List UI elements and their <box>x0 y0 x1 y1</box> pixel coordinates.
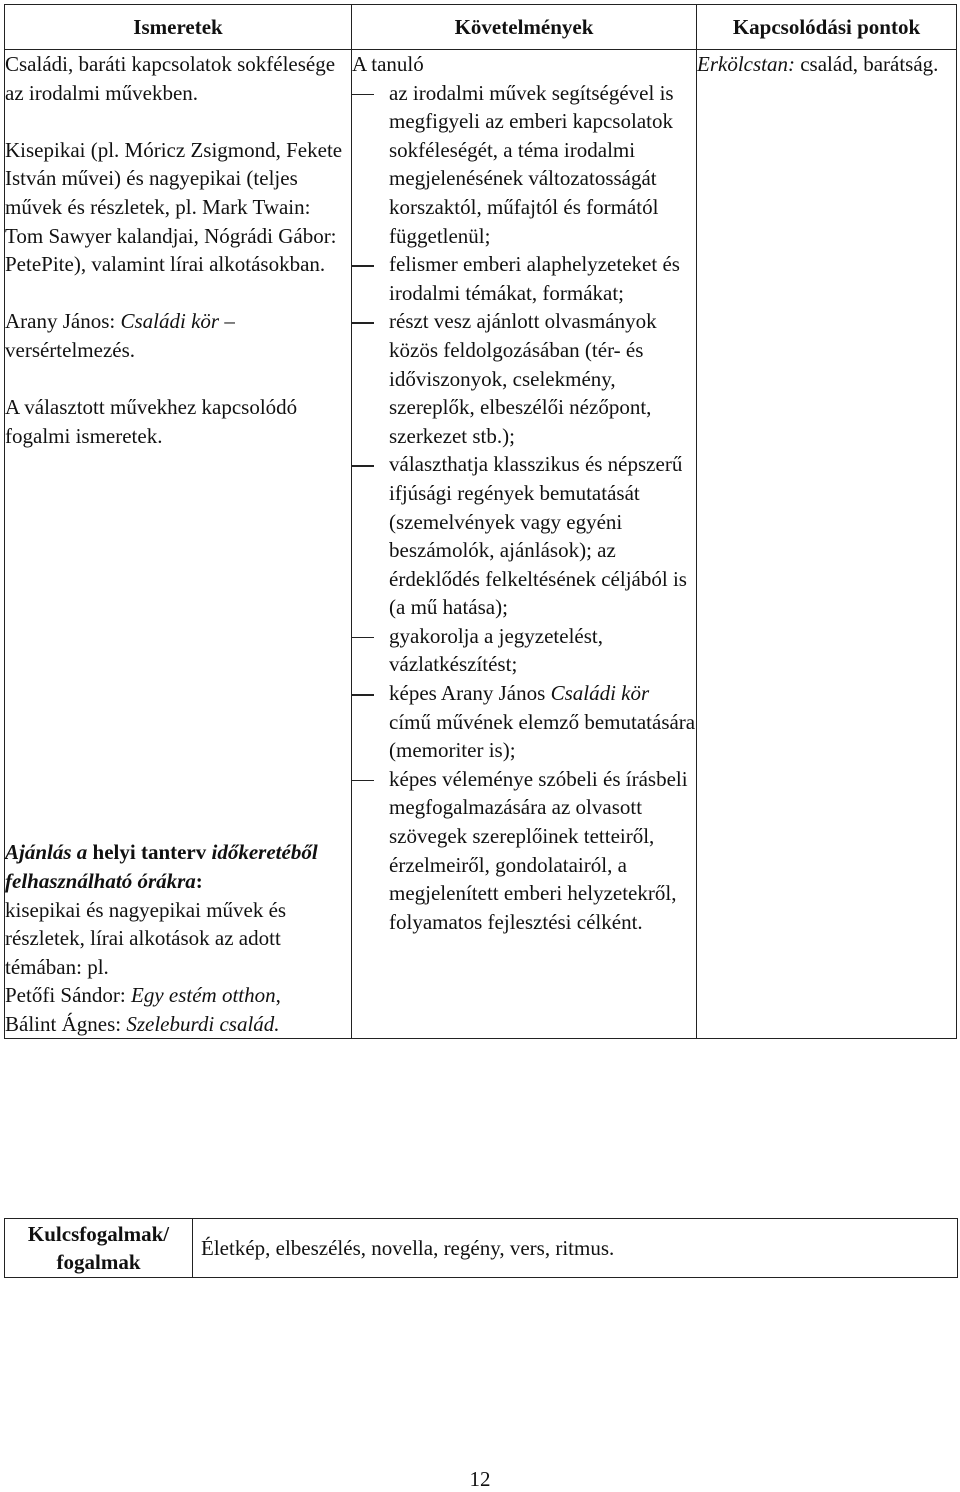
curriculum-table <box>4 4 957 1039</box>
recommendation-body: kisepikai és nagyepikai művek és részletek, lírai alkotások az adott témában: pl. <box>5 897 287 979</box>
author-balint: Bálint Ágnes: <box>5 1011 127 1036</box>
key-concepts-label: Kulcsfogalmak/ fogalmak <box>5 1219 193 1278</box>
kovetelmenyek-cell <box>352 50 697 1039</box>
key-concepts-table <box>4 1218 958 1278</box>
key-concepts-value: Életkép, elbeszélés, novella, regény, vers, ritmus. <box>193 1219 958 1278</box>
list-item: az irodalmi művek segítségével is megfigyeli az emberi kapcsolatok sokféleségét, a téma irodalmi megjelenésének változatosságát korszaktól, műfajtól és formától függetlenül; <box>352 79 696 251</box>
kovetelmenyek-list <box>352 79 696 937</box>
content-row <box>5 50 957 1039</box>
rec-heading-b: helyi tanterv <box>87 840 212 865</box>
work-title-szeleburdi-csalad: Szeleburdi család. <box>126 1011 280 1036</box>
ismeretek-paragraph-1: Családi, baráti kapcsolatok sokfélesége az irodalmi művekben. <box>5 52 336 105</box>
header-kapcsolodasi-pontok: Kapcsolódási pontok <box>697 5 957 50</box>
key-concepts-row <box>5 1219 958 1278</box>
ismeretek-paragraph-3 <box>5 307 351 364</box>
kapcsolodasi-subject: Erkölcstan: <box>697 52 795 76</box>
author-petofi: Petőfi Sándor: <box>5 983 131 1008</box>
kapcsolodasi-text: család, barátság. <box>794 52 939 76</box>
list-item: gyakorolja a jegyzetelést, vázlatkészítést; <box>352 622 696 679</box>
item6-text-b: című művének elemző bemutatására (memoriter is); <box>389 709 696 763</box>
list-item: felismer emberi alaphelyzeteket és irodalmi témákat, formákat; <box>352 250 696 307</box>
work-title-egy-estem-otthon: Egy estém otthon <box>131 983 276 1008</box>
header-ismeretek: Ismeretek <box>5 5 352 50</box>
kovetelmenyek-lead: A tanuló <box>352 52 424 76</box>
list-item: részt vesz ajánlott olvasmányok közös feldolgozásában (tér- és időviszonyok, cselekmény, szereplők, elbeszélői nézőpont, szerkezet stb.); <box>352 307 696 450</box>
author-arany: Arany János: <box>5 309 121 334</box>
item6-text-a: képes Arany János <box>389 681 551 706</box>
recommendation-works <box>5 981 351 1038</box>
header-kovetelmenyek: Követelmények <box>352 5 697 50</box>
page-number: 12 <box>469 1467 491 1491</box>
ismeretek-cell <box>5 50 352 1039</box>
recommendation-heading <box>5 838 351 895</box>
list-item: képes véleménye szóbeli és írásbeli megfogalmazására az olvasott szövegek szereplőinek tetteiről, érzelmeiről, gondolatairól, a megjelenített emberi helyzetekről, folyamatos fejlesztési célként. <box>352 765 696 937</box>
ismeretek-paragraph-2: Kisepikai (pl. Móricz Zsigmond, Fekete István művei) és nagyepikai (teljes művek és részletek, pl. Mark Twain: Tom Sawyer kalandjai, Nógrádi Gábor: PetePite), valamint lírai alkotásokban. <box>5 137 343 277</box>
rec-heading-d: : <box>195 868 203 893</box>
header-row <box>5 5 957 50</box>
separator-comma: , <box>275 983 281 1008</box>
rec-heading-a: Ajánlás a <box>5 840 88 865</box>
recommendation-block <box>5 838 351 1038</box>
kapcsolodasi-cell <box>697 50 957 1039</box>
list-item: választhatja klasszikus és népszerű ifjúsági regények bemutatását (szemelvények vagy egyéni beszámolók, ajánlások); az érdeklődés felkeltésének céljából is (a mű hatása); <box>352 450 696 622</box>
versertelmezes-text: – versértelmezés. <box>5 309 235 362</box>
list-item <box>352 679 696 765</box>
rec-heading-c: időkeretéből felhasználható órákra <box>5 840 318 893</box>
ismeretek-paragraph-4: A választott művekhez kapcsolódó fogalmi ismeretek. <box>5 395 298 448</box>
work-title-csaladi-kor: Családi kör <box>120 309 220 334</box>
item6-work-title: Családi kör <box>550 681 650 706</box>
